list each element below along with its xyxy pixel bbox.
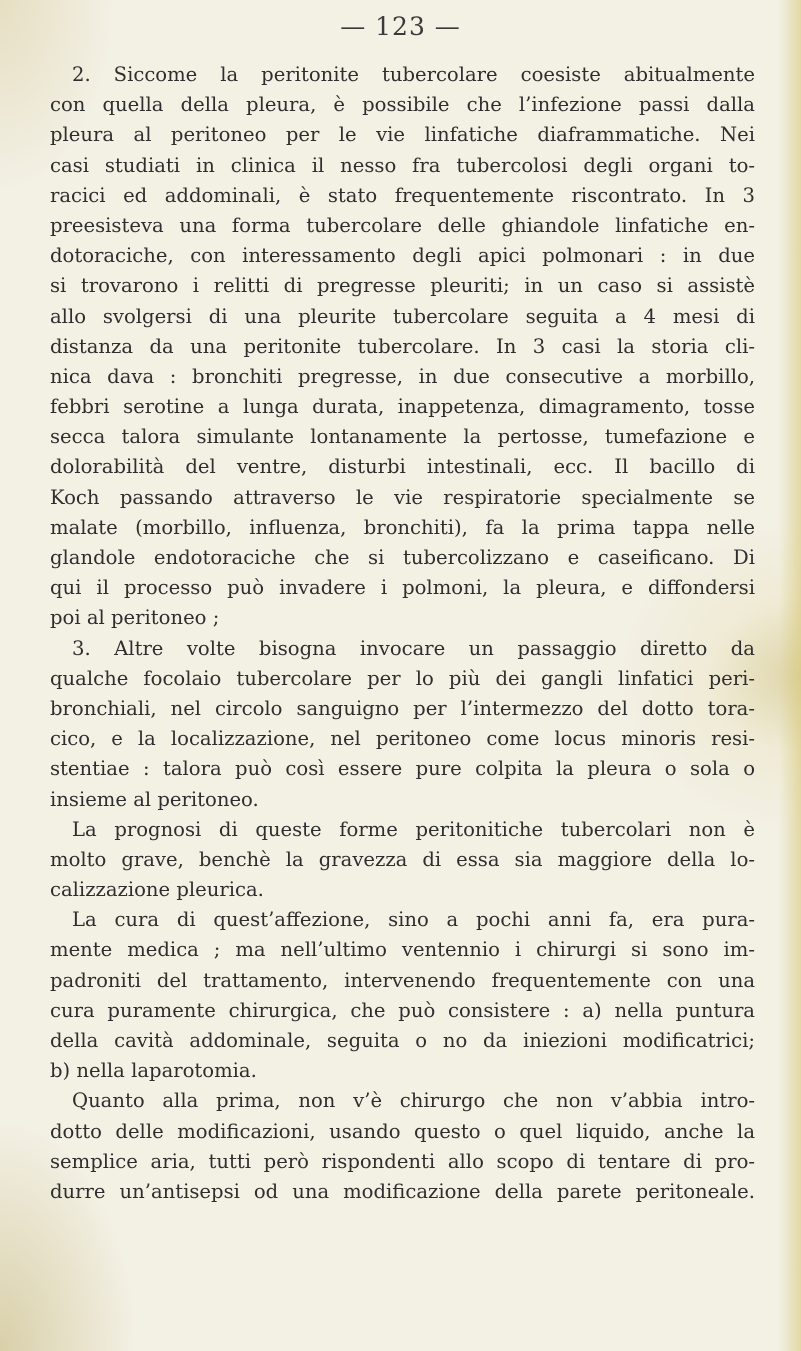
text-line: qualche focolaio tubercolare per lo più dei gangli linfatici peri-: [50, 666, 755, 690]
text-line: dotoraciche, con interessamento degli apici polmonari : in due: [50, 244, 755, 268]
text-line: padroniti del trattamento, intervenendo frequentemente con una: [50, 968, 755, 992]
text-line: stentiae : talora può così essere pure colpita la pleura o sola o: [50, 757, 755, 781]
text-line: malate (morbillo, influenza, bronchiti), fa la prima tappa nelle: [50, 515, 755, 539]
text-line: Koch passando attraverso le vie respiratorie specialmente se: [50, 485, 755, 509]
text-line: della cavità addominale, seguita o no da iniezioni modificatrici;: [50, 1029, 755, 1052]
text-line: si trovarono i relitti di pregresse pleuriti; in un caso si assistè: [50, 274, 755, 298]
text-line: poi al peritoneo ;: [50, 606, 220, 630]
text-line: casi studiati in clinica il nesso fra tubercolosi degli organi to-: [50, 153, 755, 177]
text-line: molto grave, benchè la gravezza di essa sia maggiore della lo-: [50, 847, 755, 871]
text-line: La cura di quest’affezione, sino a pochi anni fa, era pura-: [72, 908, 755, 932]
text-line: Quanto alla prima, non v’è chirurgo che non v’abbia intro-: [72, 1089, 755, 1113]
text-line: calizzazione pleurica.: [50, 878, 264, 902]
text-line: pleura al peritoneo per le vie linfatiche diaframmatiche. Nei: [50, 123, 755, 147]
text-line: racici ed addominali, è stato frequentemente riscontrato. In 3: [50, 183, 755, 207]
page-number: — 123 —: [340, 12, 461, 41]
text-line: preesisteva una forma tubercolare delle ghiandole linfatiche en-: [50, 213, 755, 237]
text-line: secca talora simulante lontanamente la pertosse, tumefazione e: [50, 425, 755, 449]
text-line: con quella della pleura, è possibile che l’infezione passi dalla: [50, 93, 755, 117]
text-line: glandole endotoraciche che si tubercolizzano e caseificano. Di: [50, 546, 755, 569]
text-line: 2. Siccome la peritonite tubercolare coesiste abitualmente: [72, 63, 755, 86]
body-text: [50, 60, 755, 1207]
text-line: distanza da una peritonite tubercolare. In 3 casi la storia cli-: [50, 334, 755, 358]
text-line: semplice aria, tutti però rispondenti allo scopo di tentare di pro-: [50, 1149, 755, 1173]
text-line: bronchiali, nel circolo sanguigno per l’intermezzo del dotto tora-: [50, 696, 755, 720]
text-line: allo svolgersi di una pleurite tubercolare seguita a 4 mesi di: [50, 304, 755, 328]
text-line: dolorabilità del ventre, disturbi intestinali, ecc. Il bacillo di: [50, 455, 755, 479]
text-line: b) nella laparotomia.: [50, 1059, 257, 1083]
text-line: dotto delle modificazioni, usando questo o quel liquido, anche la: [50, 1119, 755, 1143]
text-line: 3. Altre volte bisogna invocare un passaggio diretto da: [72, 636, 755, 660]
text-line: La prognosi di queste forme peritonitiche tubercolari non è: [72, 817, 755, 841]
text-line: insieme al peritoneo.: [50, 787, 259, 811]
page-edge-stain: [779, 0, 801, 1351]
text-line: febbri serotine a lunga durata, inappetenza, dimagramento, tosse: [50, 395, 755, 419]
text-line: qui il processo può invadere i polmoni, la pleura, e diffondersi: [50, 576, 755, 600]
text-line: mente medica ; ma nell’ultimo ventennio i chirurgi si sono im-: [50, 938, 755, 962]
text-line: nica dava : bronchiti pregresse, in due consecutive a morbillo,: [50, 364, 755, 388]
text-line: cura puramente chirurgica, che può consistere : a) nella puntura: [50, 998, 755, 1022]
text-line: cico, e la localizzazione, nel peritoneo come locus minoris resi-: [50, 727, 755, 751]
text-line: durre un’antisepsi od una modificazione della parete peritoneale.: [50, 1179, 755, 1203]
